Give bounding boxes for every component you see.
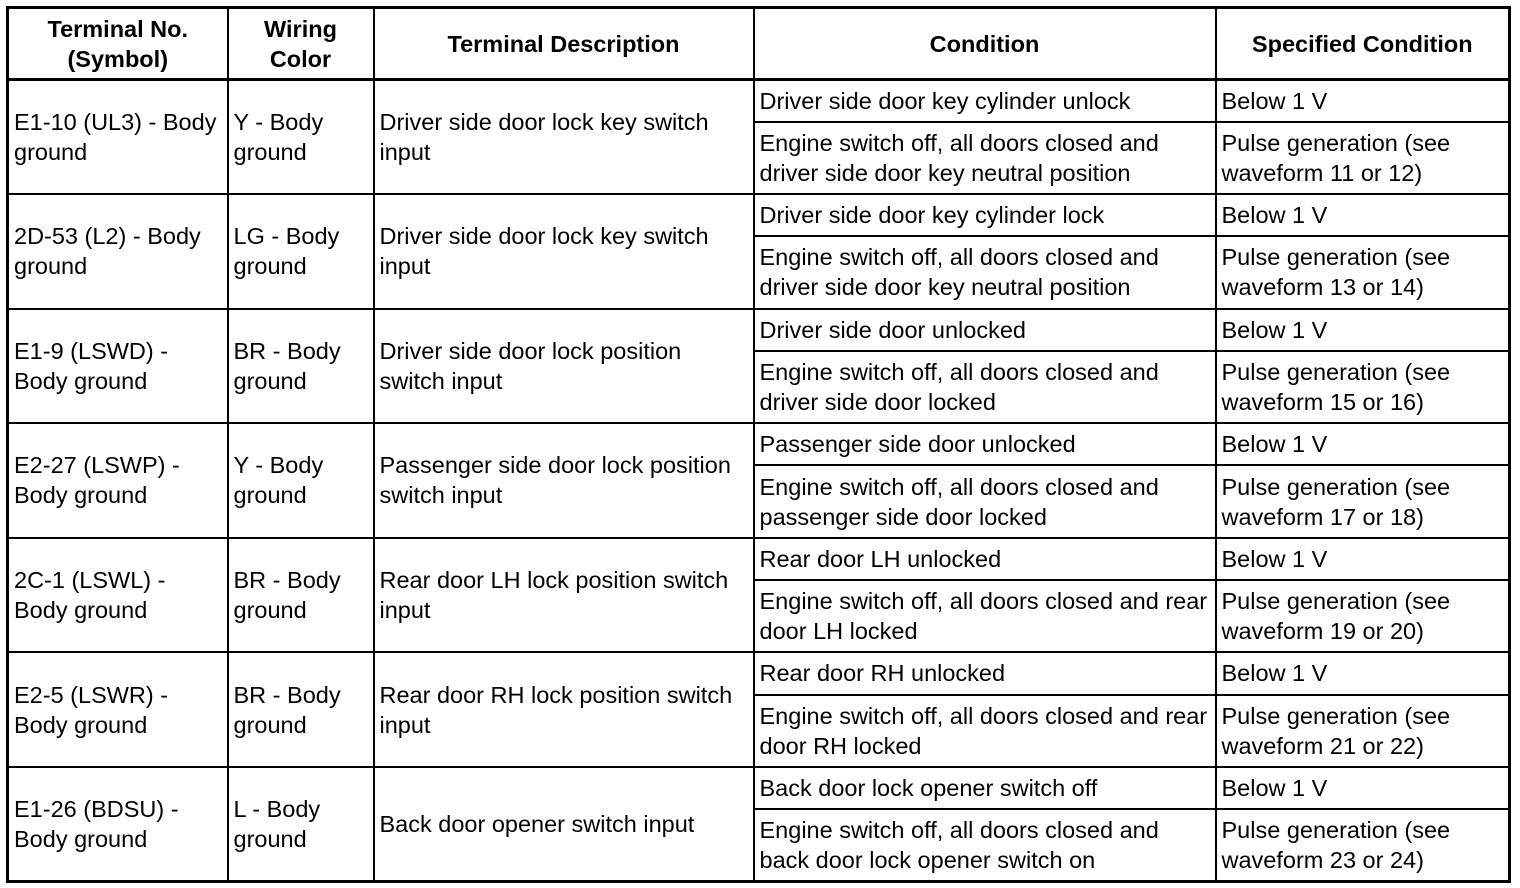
terminal-description-cell: Driver side door lock position switch input	[374, 309, 754, 424]
specified-condition-cell: Pulse generation (see waveform 21 or 22)	[1216, 695, 1510, 767]
table-row	[8, 652, 1510, 694]
terminal-cell: E1-26 (BDSU) - Body ground	[8, 767, 228, 882]
specified-condition-cell: Below 1 V	[1216, 194, 1510, 236]
condition-cell: Driver side door unlocked	[754, 309, 1216, 351]
wiring-color-cell: Y - Body ground	[228, 80, 374, 195]
terminal-cell: 2D-53 (L2) - Body ground	[8, 194, 228, 309]
specified-condition-cell: Below 1 V	[1216, 652, 1510, 694]
condition-cell: Driver side door key cylinder lock	[754, 194, 1216, 236]
specified-condition-cell: Pulse generation (see waveform 11 or 12)	[1216, 122, 1510, 194]
condition-cell: Engine switch off, all doors closed and passenger side door locked	[754, 465, 1216, 537]
specified-condition-cell: Pulse generation (see waveform 23 or 24)	[1216, 809, 1510, 881]
table-row	[8, 767, 1510, 809]
condition-cell: Engine switch off, all doors closed and driver side door key neutral position	[754, 236, 1216, 308]
table-row	[8, 309, 1510, 351]
terminal-cell: E1-9 (LSWD) - Body ground	[8, 309, 228, 424]
table-body	[8, 80, 1510, 882]
specified-condition-cell: Pulse generation (see waveform 15 or 16)	[1216, 351, 1510, 423]
specified-condition-cell: Pulse generation (see waveform 13 or 14)	[1216, 236, 1510, 308]
header-terminal-no	[8, 8, 228, 80]
header-specified-condition: Specified Condition	[1216, 8, 1510, 80]
terminal-description-cell: Back door opener switch input	[374, 767, 754, 882]
wiring-color-cell: BR - Body ground	[228, 309, 374, 424]
table-row	[8, 423, 1510, 465]
terminal-cell: E2-5 (LSWR) - Body ground	[8, 652, 228, 767]
terminal-cell: E1-10 (UL3) - Body ground	[8, 80, 228, 195]
condition-cell: Engine switch off, all doors closed and driver side door locked	[754, 351, 1216, 423]
terminal-spec-table	[6, 6, 1511, 883]
specified-condition-cell: Below 1 V	[1216, 767, 1510, 809]
condition-cell: Engine switch off, all doors closed and driver side door key neutral position	[754, 122, 1216, 194]
condition-cell: Passenger side door unlocked	[754, 423, 1216, 465]
specified-condition-cell: Pulse generation (see waveform 17 or 18)	[1216, 465, 1510, 537]
condition-cell: Rear door LH unlocked	[754, 538, 1216, 580]
table-row	[8, 194, 1510, 236]
condition-cell: Engine switch off, all doors closed and rear door RH locked	[754, 695, 1216, 767]
specified-condition-cell: Pulse generation (see waveform 19 or 20)	[1216, 580, 1510, 652]
specified-condition-cell: Below 1 V	[1216, 80, 1510, 122]
terminal-description-cell: Driver side door lock key switch input	[374, 80, 754, 195]
header-condition: Condition	[754, 8, 1216, 80]
condition-cell: Driver side door key cylinder unlock	[754, 80, 1216, 122]
header-terminal-no-line2: (Symbol)	[67, 45, 169, 72]
specified-condition-cell: Below 1 V	[1216, 309, 1510, 351]
terminal-description-cell: Rear door RH lock position switch input	[374, 652, 754, 767]
condition-cell: Engine switch off, all doors closed and rear door LH locked	[754, 580, 1216, 652]
specified-condition-cell: Below 1 V	[1216, 423, 1510, 465]
header-wiring-color-line1: Wiring	[264, 15, 337, 42]
table-row	[8, 80, 1510, 122]
terminal-cell: 2C-1 (LSWL) - Body ground	[8, 538, 228, 653]
header-terminal-description: Terminal Description	[374, 8, 754, 80]
terminal-description-cell: Rear door LH lock position switch input	[374, 538, 754, 653]
header-row	[8, 8, 1510, 80]
header-terminal-no-line1: Terminal No.	[47, 15, 189, 42]
wiring-color-cell: L - Body ground	[228, 767, 374, 882]
terminal-description-cell: Driver side door lock key switch input	[374, 194, 754, 309]
terminal-description-cell: Passenger side door lock position switch input	[374, 423, 754, 538]
condition-cell: Back door lock opener switch off	[754, 767, 1216, 809]
specified-condition-cell: Below 1 V	[1216, 538, 1510, 580]
terminal-cell: E2-27 (LSWP) - Body ground	[8, 423, 228, 538]
wiring-color-cell: Y - Body ground	[228, 423, 374, 538]
condition-cell: Rear door RH unlocked	[754, 652, 1216, 694]
header-wiring-color	[228, 8, 374, 80]
wiring-color-cell: LG - Body ground	[228, 194, 374, 309]
condition-cell: Engine switch off, all doors closed and back door lock opener switch on	[754, 809, 1216, 881]
table-row	[8, 538, 1510, 580]
wiring-color-cell: BR - Body ground	[228, 652, 374, 767]
table-header	[8, 8, 1510, 80]
wiring-color-cell: BR - Body ground	[228, 538, 374, 653]
header-wiring-color-line2: Color	[269, 45, 332, 72]
